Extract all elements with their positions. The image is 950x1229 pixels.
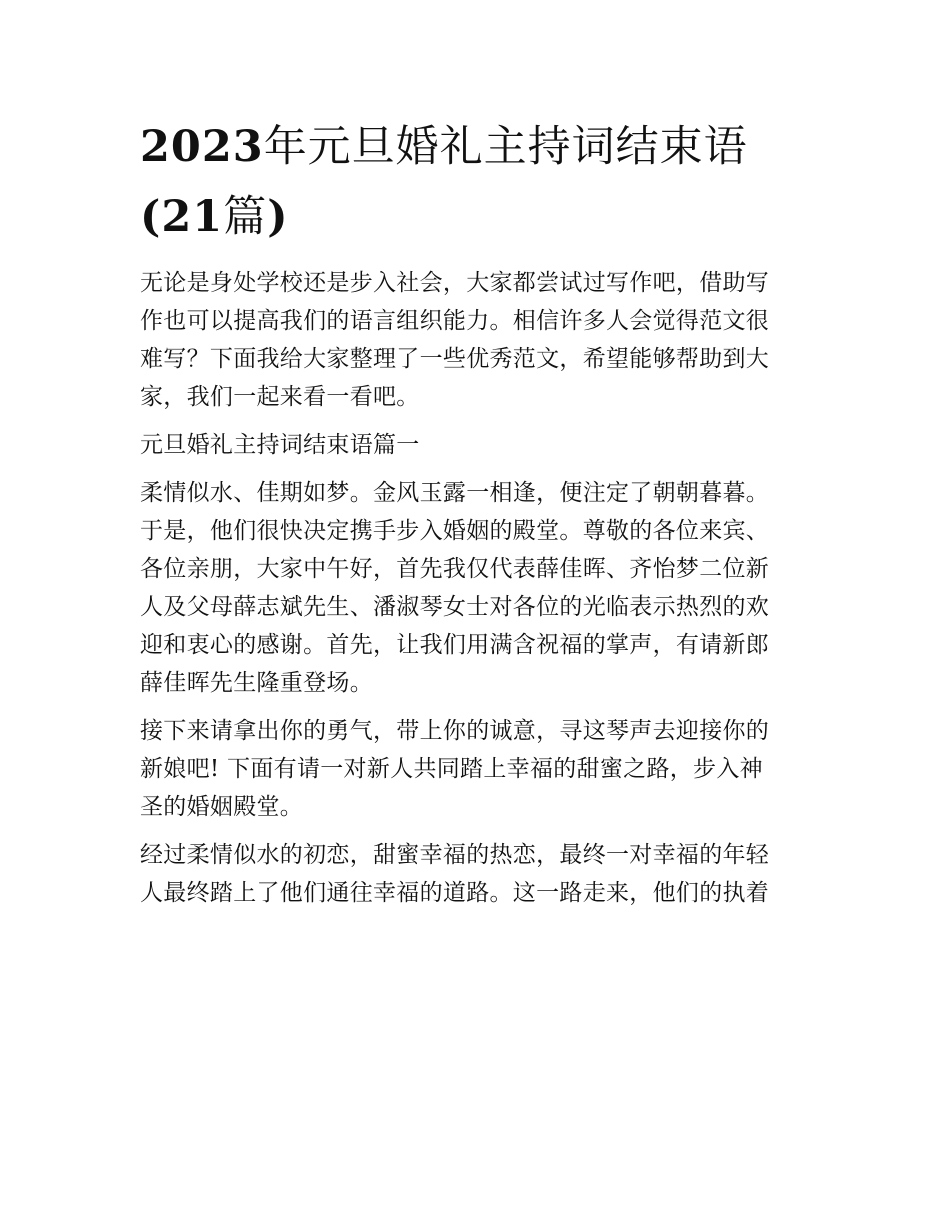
text-line: 经过柔情似水的初恋，甜蜜幸福的热恋，最终一对幸福的年轻 <box>140 842 770 868</box>
paragraph-opening <box>140 474 815 702</box>
document-page <box>140 112 815 922</box>
title-year: 2023 <box>140 122 264 172</box>
text-line: 新娘吧! 下面有请一对新人共同踏上幸福的甜蜜之路，步入神 <box>140 756 763 782</box>
text-line: 薛佳晖先生隆重登场。 <box>140 670 373 696</box>
title-count-word: 篇 <box>223 192 268 242</box>
paragraph-bride <box>140 712 815 826</box>
title-count-close: ) <box>267 192 289 242</box>
text-line: 人最终踏上了他们通往幸福的道路。这一路走来，他们的执着 <box>140 880 770 906</box>
title-main: 年元旦婚礼主持词结束语 <box>263 122 748 172</box>
text-line: 各位亲朋，大家中午好，首先我仅代表薛佳晖、齐怡梦二位新 <box>140 556 770 582</box>
text-line: 圣的婚姻殿堂。 <box>140 794 304 820</box>
text-line: 接下来请拿出你的勇气，带上你的诚意，寻这琴声去迎接你的 <box>140 718 770 744</box>
text-line: 元旦婚礼主持词结束语篇一 <box>140 432 420 458</box>
text-line: 柔情似水、佳期如梦。金风玉露一相逢，便注定了朝朝暮暮。 <box>140 480 770 506</box>
text-line: 家，我们一起来看一看吧。 <box>140 384 420 410</box>
text-line: 无论是身处学校还是步入社会，大家都尝试过写作吧，借助写 <box>140 270 770 296</box>
paragraph-journey <box>140 836 815 912</box>
text-line: 作也可以提高我们的语言组织能力。相信许多人会觉得范文很 <box>140 308 770 334</box>
section-heading <box>140 426 815 464</box>
title-count-open: (21 <box>140 192 224 242</box>
text-line: 人及父母薛志斌先生、潘淑琴女士对各位的光临表示热烈的欢 <box>140 594 770 620</box>
text-line: 于是，他们很快决定携手步入婚姻的殿堂。尊敬的各位来宾、 <box>140 518 770 544</box>
text-line: 难写？下面我给大家整理了一些优秀范文，希望能够帮助到大 <box>140 346 770 372</box>
paragraph-intro <box>140 264 815 416</box>
text-line: 迎和衷心的感谢。首先，让我们用满含祝福的掌声，有请新郎 <box>140 632 770 658</box>
document-title <box>140 112 815 252</box>
